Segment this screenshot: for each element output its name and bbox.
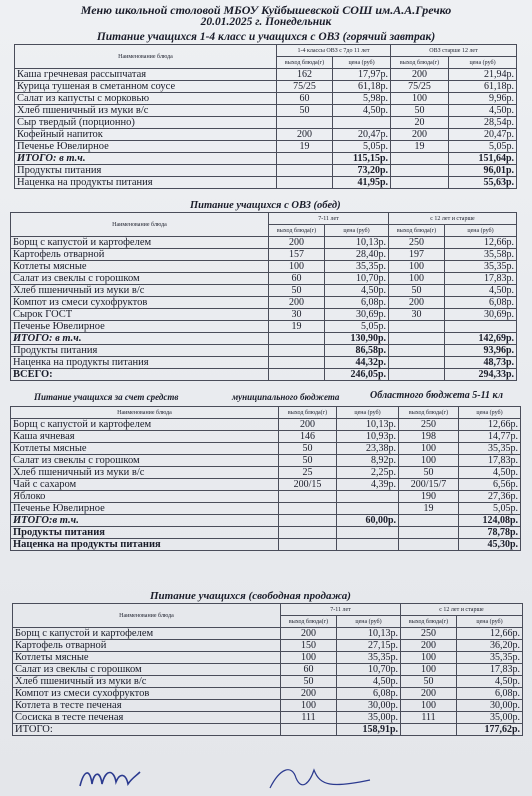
price: 30,00р. [337, 700, 401, 712]
portion: 200/15 [279, 479, 337, 491]
portion: 19 [399, 503, 459, 515]
markup-value: 41,95р. [333, 177, 391, 189]
price: 23,38р. [337, 443, 399, 455]
price: 6,56р. [459, 479, 521, 491]
table-row [11, 503, 521, 515]
breakfast-table [14, 44, 517, 189]
table-row [11, 285, 517, 297]
dish-name: Каша ячневая [11, 431, 279, 443]
col-portion: выход блюда(г) [389, 225, 445, 237]
portion [279, 491, 337, 503]
portion: 190 [399, 491, 459, 503]
section2-title: Питание учащихся с ОВЗ (обед) [190, 200, 341, 211]
price: 4,50р. [333, 105, 391, 117]
table-row [11, 249, 517, 261]
price: 27,36р. [459, 491, 521, 503]
portion: 75/25 [277, 81, 333, 93]
group-12-plus: с 12 лет и старше [401, 604, 523, 616]
price: 35,00р. [457, 712, 523, 724]
dish-name: Кофейный напиток [15, 129, 277, 141]
col-price: цена (руб) [337, 616, 401, 628]
table-row [15, 69, 517, 81]
portion: 60 [281, 664, 337, 676]
price: 12,66р. [459, 419, 521, 431]
price: 27,15р. [337, 640, 401, 652]
markup-value: 48,73р. [445, 357, 517, 369]
dish-name: Сосиска в тесте печеная [13, 712, 281, 724]
price [333, 117, 391, 129]
col-price: цена (руб) [333, 57, 391, 69]
dish-name: Печенье Ювелирное [15, 141, 277, 153]
portion: 146 [279, 431, 337, 443]
portion [389, 321, 445, 333]
portion: 75/25 [391, 81, 449, 93]
dish-name: Хлеб пшеничный из муки в/с [11, 467, 279, 479]
portion: 50 [391, 105, 449, 117]
price: 10,70р. [325, 273, 389, 285]
price: 5,98р. [333, 93, 391, 105]
col-portion: выход блюда(г) [281, 616, 337, 628]
portion: 200/15/7 [399, 479, 459, 491]
total-label: ИТОГО:в т.ч. [11, 515, 279, 527]
price: 6,08р. [337, 688, 401, 700]
price: 35,35р. [457, 652, 523, 664]
price: 4,50р. [457, 676, 523, 688]
section1-title: Питание учащихся 1-4 класс и учащихся с ОВЗ (горячий завтрак) [96, 31, 436, 43]
price: 5,05р. [459, 503, 521, 515]
price: 12,66р. [445, 237, 517, 249]
free-sale-table [12, 603, 523, 736]
portion: 100 [401, 664, 457, 676]
price: 21,94р. [449, 69, 517, 81]
price [445, 321, 517, 333]
col-portion: выход блюда(г) [279, 407, 337, 419]
group-7-11: 7-11 лет [269, 213, 389, 225]
portion: 50 [399, 467, 459, 479]
group-1-4: 1-4 классы ОВЗ с 7до 11 лет [277, 45, 391, 57]
table-group-header [15, 45, 517, 57]
portion: 162 [277, 69, 333, 81]
products-label: Продукты питания [11, 345, 269, 357]
group-12-plus: с 12 лет и старше [389, 213, 517, 225]
table-row [13, 676, 523, 688]
dish-name: Сырок ГОСТ [11, 309, 269, 321]
dish-name: Борщ с капустой и картофелем [11, 419, 279, 431]
portion: 100 [389, 273, 445, 285]
price: 17,83р. [457, 664, 523, 676]
price [337, 491, 399, 503]
col-portion: выход блюда(г) [401, 616, 457, 628]
price: 4,50р. [459, 467, 521, 479]
portion: 200 [389, 297, 445, 309]
portion: 111 [281, 712, 337, 724]
group-7-11: 7-11 лет [281, 604, 401, 616]
table-row [15, 117, 517, 129]
portion: 100 [399, 455, 459, 467]
total-label: ИТОГО: в т.ч. [15, 153, 277, 165]
price [337, 503, 399, 515]
table-row [11, 479, 521, 491]
products-label: Продукты питания [15, 165, 277, 177]
markup-value: 45,30р. [459, 539, 521, 551]
portion: 100 [391, 93, 449, 105]
table-row [13, 652, 523, 664]
price: 17,97р. [333, 69, 391, 81]
table-row [11, 491, 521, 503]
total-value: 130,90р. [325, 333, 389, 345]
price: 6,08р. [445, 297, 517, 309]
total-value: 177,62р. [457, 724, 523, 736]
products-label: Продукты питания [11, 527, 279, 539]
grand-total-row [11, 369, 517, 381]
price: 17,83р. [459, 455, 521, 467]
dish-name: Чай с сахаром [11, 479, 279, 491]
col-portion: выход блюда(г) [269, 225, 325, 237]
portion: 100 [281, 652, 337, 664]
total-value: 115,15р. [333, 153, 391, 165]
price: 10,13р. [325, 237, 389, 249]
dish-name: Каша гречневая рассыпчатая [15, 69, 277, 81]
table-row [11, 443, 521, 455]
products-value: 96,01р. [449, 165, 517, 177]
dish-name: Борщ с капустой и картофелем [13, 628, 281, 640]
portion: 200 [401, 688, 457, 700]
portion: 250 [399, 419, 459, 431]
portion: 198 [399, 431, 459, 443]
products-row [11, 345, 517, 357]
price: 35,35р. [325, 261, 389, 273]
table-row [11, 431, 521, 443]
menu-rows [11, 237, 517, 333]
total-value: 151,64р. [449, 153, 517, 165]
markup-label: Наценка на продукты питания [11, 539, 279, 551]
col-price: цена (руб) [457, 616, 523, 628]
portion: 250 [389, 237, 445, 249]
total-value: 158,91р. [337, 724, 401, 736]
grand-total-value: 294,33р. [445, 369, 517, 381]
group-ovz-12: ОВЗ старше 12 лет [391, 45, 517, 57]
col-dish-name: Наименование блюда [15, 45, 277, 69]
menu-rows [11, 419, 521, 515]
table-group-header [11, 213, 517, 225]
table-row [11, 261, 517, 273]
portion: 200 [277, 129, 333, 141]
markup-row [15, 177, 517, 189]
price: 9,96р. [449, 93, 517, 105]
price: 35,00р. [337, 712, 401, 724]
col-dish-name: Наименование блюда [13, 604, 281, 628]
price: 61,18р. [333, 81, 391, 93]
col-price: цена (руб) [449, 57, 517, 69]
products-row [11, 527, 521, 539]
portion: 200 [281, 688, 337, 700]
portion: 50 [389, 285, 445, 297]
table-row [11, 419, 521, 431]
markup-value: 55,63р. [449, 177, 517, 189]
price: 20,47р. [449, 129, 517, 141]
portion: 157 [269, 249, 325, 261]
dish-name: Печенье Ювелирное [11, 321, 269, 333]
price: 35,35р. [337, 652, 401, 664]
price: 14,77р. [459, 431, 521, 443]
total-label: ИТОГО: в т.ч. [11, 333, 269, 345]
budget-lunch-table [10, 406, 521, 551]
total-row [11, 333, 517, 345]
table-row [11, 309, 517, 321]
markup-row [11, 357, 517, 369]
portion: 197 [389, 249, 445, 261]
grand-total-label: ВСЕГО: [11, 369, 269, 381]
dish-name: Сыр твердый (порционно) [15, 117, 277, 129]
dish-name: Хлеб пшеничный из муки в/с [11, 285, 269, 297]
portion: 100 [281, 700, 337, 712]
portion: 111 [401, 712, 457, 724]
col-dish-name: Наименование блюда [11, 407, 279, 419]
portion: 250 [401, 628, 457, 640]
price: 4,50р. [325, 285, 389, 297]
table-row [15, 81, 517, 93]
table-row [13, 628, 523, 640]
portion: 200 [281, 628, 337, 640]
portion: 150 [281, 640, 337, 652]
price: 35,58р. [445, 249, 517, 261]
price: 4,50р. [449, 105, 517, 117]
price: 6,08р. [325, 297, 389, 309]
menu-date: 20.01.2025 г. Понедельник [200, 16, 332, 28]
portion: 19 [277, 141, 333, 153]
price: 35,35р. [459, 443, 521, 455]
dish-name: Компот из смеси сухофруктов [11, 297, 269, 309]
portion: 200 [269, 237, 325, 249]
total-value: 60,00р. [337, 515, 399, 527]
products-value: 93,96р. [445, 345, 517, 357]
table-row [13, 640, 523, 652]
dish-name: Котлеты мясные [11, 261, 269, 273]
dish-name: Салат из капусты с морковью [15, 93, 277, 105]
col-price: цена (руб) [459, 407, 521, 419]
col-price: цена (руб) [445, 225, 517, 237]
price: 5,05р. [333, 141, 391, 153]
table-row [15, 129, 517, 141]
table-row [11, 455, 521, 467]
portion: 200 [269, 297, 325, 309]
products-value: 73,20р. [333, 165, 391, 177]
portion: 50 [401, 676, 457, 688]
markup-value: 44,32р. [325, 357, 389, 369]
price: 61,18р. [449, 81, 517, 93]
total-label: ИТОГО: [13, 724, 281, 736]
table-row [11, 237, 517, 249]
portion: 200 [391, 129, 449, 141]
price: 10,93р. [337, 431, 399, 443]
price: 30,00р. [457, 700, 523, 712]
dish-name: Компот из смеси сухофруктов [13, 688, 281, 700]
portion [277, 117, 333, 129]
table-row [11, 321, 517, 333]
dish-name: Салат из свеклы с горошком [11, 273, 269, 285]
price: 2,25р. [337, 467, 399, 479]
dish-name: Салат из свеклы с горошком [13, 664, 281, 676]
portion: 30 [389, 309, 445, 321]
col-portion: выход блюда(г) [391, 57, 449, 69]
price: 5,05р. [449, 141, 517, 153]
price: 28,54р. [449, 117, 517, 129]
section3-title-a: Питание учащихся за счет средств [34, 392, 179, 402]
price: 35,35р. [445, 261, 517, 273]
menu-rows [13, 628, 523, 724]
portion: 100 [269, 261, 325, 273]
total-row [15, 153, 517, 165]
table-row [15, 105, 517, 117]
portion: 19 [391, 141, 449, 153]
price: 20,47р. [333, 129, 391, 141]
price: 30,69р. [325, 309, 389, 321]
portion: 100 [401, 652, 457, 664]
portion: 50 [279, 455, 337, 467]
col-portion: выход блюда(г) [399, 407, 459, 419]
portion: 100 [389, 261, 445, 273]
price: 8,92р. [337, 455, 399, 467]
col-portion: выход блюда(г) [277, 57, 333, 69]
products-row [15, 165, 517, 177]
grand-total-value: 246,05р. [325, 369, 389, 381]
portion [279, 503, 337, 515]
price: 4,39р. [337, 479, 399, 491]
portion: 200 [401, 640, 457, 652]
portion: 200 [279, 419, 337, 431]
dish-name: Котлеты мясные [11, 443, 279, 455]
table-row [15, 141, 517, 153]
dish-name: Яблоко [11, 491, 279, 503]
section4-title: Питание учащихся (свободная продажа) [150, 590, 351, 602]
portion: 60 [269, 273, 325, 285]
dish-name: Хлеб пшеничный из муки в/с [15, 105, 277, 117]
portion: 30 [269, 309, 325, 321]
dish-name: Котлета в тесте печеная [13, 700, 281, 712]
price: 17,83р. [445, 273, 517, 285]
portion: 25 [279, 467, 337, 479]
signature-image [70, 758, 470, 796]
table-subheader [11, 407, 521, 419]
portion: 20 [391, 117, 449, 129]
dish-name: Картофель отварной [11, 249, 269, 261]
portion: 100 [401, 700, 457, 712]
table-row [13, 664, 523, 676]
markup-label: Наценка на продукты питания [15, 177, 277, 189]
menu-rows [15, 69, 517, 153]
col-price: цена (руб) [325, 225, 389, 237]
price: 6,08р. [457, 688, 523, 700]
price: 10,13р. [337, 628, 401, 640]
table-row [15, 93, 517, 105]
total-value: 142,69р. [445, 333, 517, 345]
portion: 50 [281, 676, 337, 688]
col-dish-name: Наименование блюда [11, 213, 269, 237]
price: 4,50р. [445, 285, 517, 297]
portion: 50 [269, 285, 325, 297]
section3-title-b: муниципального бюджета [232, 392, 340, 402]
portion: 100 [399, 443, 459, 455]
dish-name: Борщ с капустой и картофелем [11, 237, 269, 249]
school-title: Меню школьной столовой МБОУ Куйбышевской СОШ им.А.А.Гречко [80, 3, 452, 17]
table-row [11, 273, 517, 285]
portion: 50 [279, 443, 337, 455]
total-row [13, 724, 523, 736]
portion: 200 [391, 69, 449, 81]
price: 10,70р. [337, 664, 401, 676]
dish-name: Курица тушеная в сметанном соусе [15, 81, 277, 93]
dish-name: Картофель отварной [13, 640, 281, 652]
lunch-ovz-table [10, 212, 517, 381]
price: 30,69р. [445, 309, 517, 321]
products-value: 78,78р. [459, 527, 521, 539]
portion: 50 [277, 105, 333, 117]
table-row [13, 712, 523, 724]
price: 5,05р. [325, 321, 389, 333]
price: 12,66р. [457, 628, 523, 640]
total-value: 124,08р. [459, 515, 521, 527]
table-row [11, 467, 521, 479]
markup-label: Наценка на продукты питания [11, 357, 269, 369]
table-row [11, 297, 517, 309]
table-row [13, 688, 523, 700]
dish-name: Салат из свеклы с горошком [11, 455, 279, 467]
col-price: цена (руб) [337, 407, 399, 419]
price: 36,20р. [457, 640, 523, 652]
price: 28,40р. [325, 249, 389, 261]
section3-title-c: Областного бюджета 5-11 кл [370, 390, 503, 401]
dish-name: Печенье Ювелирное [11, 503, 279, 515]
table-group-header [13, 604, 523, 616]
products-value: 86,58р. [325, 345, 389, 357]
portion: 60 [277, 93, 333, 105]
table-row [13, 700, 523, 712]
markup-row [11, 539, 521, 551]
portion: 19 [269, 321, 325, 333]
price: 4,50р. [337, 676, 401, 688]
price: 10,13р. [337, 419, 399, 431]
dish-name: Хлеб пшеничный из муки в/с [13, 676, 281, 688]
dish-name: Котлеты мясные [13, 652, 281, 664]
total-row [11, 515, 521, 527]
